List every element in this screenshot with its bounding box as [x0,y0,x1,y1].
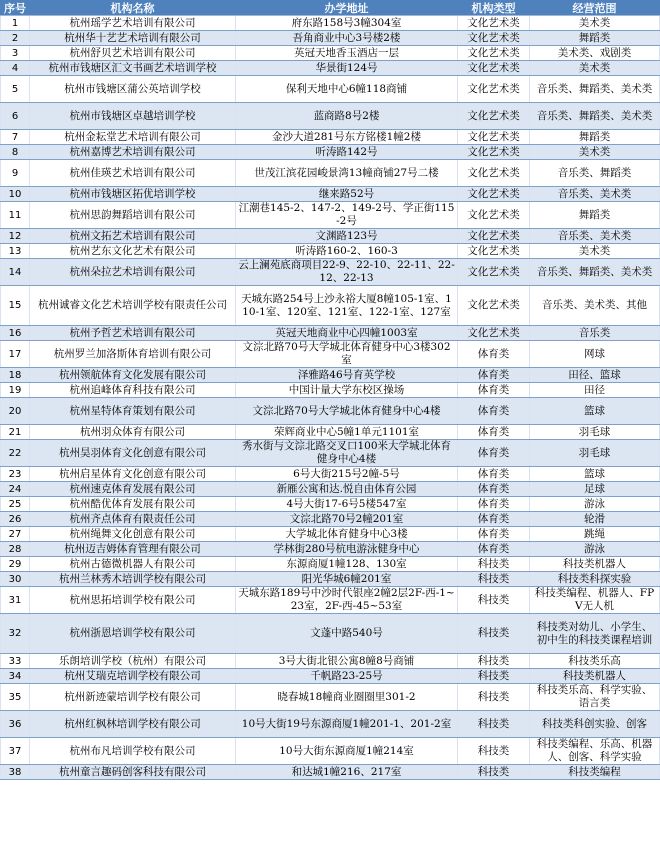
cell-no: 33 [1,654,30,669]
cell-scope: 篮球 [530,467,660,482]
table-row [1,684,660,711]
cell-type: 文化艺术类 [458,76,530,103]
cell-type: 体育类 [458,383,530,398]
cell-no: 12 [1,229,30,244]
cell-scope: 轮滑 [530,512,660,527]
cell-name: 杭州佳瑛艺术培训有限公司 [30,160,236,187]
table-row [1,497,660,512]
cell-name: 杭州羽众体育有限公司 [30,425,236,440]
cell-no: 9 [1,160,30,187]
cell-address: 文渊路123号 [236,229,458,244]
cell-name: 杭州艺东文化艺术有限公司 [30,244,236,259]
cell-address: 听涛路142号 [236,145,458,160]
cell-type: 体育类 [458,440,530,467]
cell-no: 37 [1,738,30,765]
cell-scope: 科技类编程、乐高、机器人、创客、科学实验 [530,738,660,765]
cell-no: 20 [1,398,30,425]
table-row [1,738,660,765]
cell-type: 文化艺术类 [458,145,530,160]
cell-name: 杭州朵拉艺术培训有限公司 [30,259,236,286]
cell-no: 26 [1,512,30,527]
cell-type: 体育类 [458,467,530,482]
cell-type: 体育类 [458,527,530,542]
cell-scope: 跳绳 [530,527,660,542]
cell-address: 千帆路23-25号 [236,669,458,684]
cell-name: 杭州新迹蒙培训学校有限公司 [30,684,236,711]
cell-type: 文化艺术类 [458,103,530,130]
table-row [1,202,660,229]
cell-type: 科技类 [458,654,530,669]
table-row [1,326,660,341]
cell-scope: 美术类 [530,145,660,160]
cell-name: 杭州诚睿文化艺术培训学校有限责任公司 [30,286,236,326]
cell-name: 杭州古德微机器人有限公司 [30,557,236,572]
table-row [1,587,660,614]
cell-type: 科技类 [458,557,530,572]
cell-address: 中国计量大学东校区操场 [236,383,458,398]
cell-no: 17 [1,341,30,368]
cell-no: 11 [1,202,30,229]
cell-no: 22 [1,440,30,467]
cell-name: 杭州迈吉姆体育管理有限公司 [30,542,236,557]
cell-scope: 科技类编程、机器人、FPV无人机 [530,587,660,614]
cell-no: 13 [1,244,30,259]
cell-name: 杭州酷优体育发展有限公司 [30,497,236,512]
cell-scope: 美术类 [530,244,660,259]
cell-address: 新雁公寓和达.悦自由体育公园 [236,482,458,497]
cell-no: 38 [1,765,30,780]
header-type: 机构类型 [458,1,530,16]
cell-scope: 羽毛球 [530,440,660,467]
cell-type: 科技类 [458,587,530,614]
cell-address: 4号大街17-6号5楼547室 [236,497,458,512]
cell-no: 19 [1,383,30,398]
cell-scope: 音乐类、舞蹈类、美术类 [530,103,660,130]
table-row [1,16,660,31]
table-row [1,341,660,368]
cell-address: 文淙北路70号2幢201室 [236,512,458,527]
cell-name: 杭州市钱塘区汇文书画艺术培训学校 [30,61,236,76]
cell-address: 听涛路160-2、160-3 [236,244,458,259]
cell-scope: 美术类、戏剧类 [530,46,660,61]
table-row [1,145,660,160]
cell-no: 15 [1,286,30,326]
table-row [1,440,660,467]
cell-type: 体育类 [458,398,530,425]
cell-type: 文化艺术类 [458,326,530,341]
cell-name: 杭州领航体育文化发展有限公司 [30,368,236,383]
cell-no: 31 [1,587,30,614]
table-row [1,383,660,398]
cell-address: 世茂江滨花园峻景湾13幢商铺27号二楼 [236,160,458,187]
cell-type: 文化艺术类 [458,16,530,31]
cell-name: 杭州星特体育策划有限公司 [30,398,236,425]
header-scope: 经营范围 [530,1,660,16]
cell-name: 杭州艾瑞克培训学校有限公司 [30,669,236,684]
cell-scope: 羽毛球 [530,425,660,440]
cell-name: 杭州童言趣码创客科技有限公司 [30,765,236,780]
cell-no: 32 [1,614,30,654]
cell-type: 科技类 [458,614,530,654]
table-row [1,160,660,187]
table-row [1,61,660,76]
cell-no: 16 [1,326,30,341]
cell-scope: 科技类科创实验、创客 [530,711,660,738]
cell-name: 杭州文拓艺术培训有限公司 [30,229,236,244]
cell-type: 文化艺术类 [458,160,530,187]
cell-address: 阳光华城6幢201室 [236,572,458,587]
cell-address: 江潮巷145-2、147-2、149-2号、学正街115-2号 [236,202,458,229]
cell-address: 天城东路254号上沙永裕大厦8幢105-1室、110-1室、120室、121室、122-1室、127室 [236,286,458,326]
cell-name: 杭州思韵舞蹈培训有限公司 [30,202,236,229]
cell-type: 文化艺术类 [458,61,530,76]
cell-type: 体育类 [458,425,530,440]
cell-scope: 舞蹈类 [530,130,660,145]
cell-scope: 美术类 [530,61,660,76]
cell-scope: 游泳 [530,497,660,512]
cell-scope: 足球 [530,482,660,497]
cell-no: 18 [1,368,30,383]
table-row [1,654,660,669]
cell-scope: 音乐类、美术类 [530,229,660,244]
cell-address: 文淙北路70号大学城北体育健身中心3楼302室 [236,341,458,368]
cell-address: 6号大街215号2幢-5号 [236,467,458,482]
cell-type: 文化艺术类 [458,286,530,326]
table-row [1,187,660,202]
cell-type: 体育类 [458,368,530,383]
cell-scope: 网球 [530,341,660,368]
cell-type: 文化艺术类 [458,187,530,202]
cell-scope: 田径、篮球 [530,368,660,383]
cell-scope: 音乐类、舞蹈类、美术类 [530,259,660,286]
cell-name: 杭州启星体育文化创意有限公司 [30,467,236,482]
cell-no: 2 [1,31,30,46]
cell-no: 21 [1,425,30,440]
cell-name: 杭州齐点体育有限责任公司 [30,512,236,527]
cell-type: 文化艺术类 [458,202,530,229]
cell-no: 1 [1,16,30,31]
cell-name: 杭州浙恩培训学校有限公司 [30,614,236,654]
cell-address: 金沙大道281号东方铭楼1幢2楼 [236,130,458,145]
cell-no: 36 [1,711,30,738]
cell-name: 杭州瑶学艺术培训有限公司 [30,16,236,31]
cell-address: 10号大街东源商厦1幢214室 [236,738,458,765]
cell-no: 35 [1,684,30,711]
cell-type: 科技类 [458,684,530,711]
table-row [1,467,660,482]
header-row [1,1,660,16]
cell-no: 29 [1,557,30,572]
table-row [1,527,660,542]
cell-type: 体育类 [458,497,530,512]
cell-type: 体育类 [458,512,530,527]
table-row [1,482,660,497]
cell-scope: 音乐类、美术类、其他 [530,286,660,326]
cell-scope: 科技类科探实验 [530,572,660,587]
cell-name: 杭州兰林秀木培训学校有限公司 [30,572,236,587]
cell-scope: 科技类对幼儿、小学生、初中生的科技类课程培训 [530,614,660,654]
cell-type: 科技类 [458,765,530,780]
cell-address: 和达城1幢216、217室 [236,765,458,780]
cell-scope: 游泳 [530,542,660,557]
cell-address: 吾角商业中心3号楼2楼 [236,31,458,46]
cell-no: 23 [1,467,30,482]
header-address: 办学地址 [236,1,458,16]
cell-name: 杭州思拓培训学校有限公司 [30,587,236,614]
table-row [1,572,660,587]
cell-scope: 音乐类、舞蹈类 [530,160,660,187]
cell-scope: 篮球 [530,398,660,425]
cell-type: 体育类 [458,482,530,497]
cell-scope: 美术类 [530,16,660,31]
cell-scope: 音乐类、舞蹈类、美术类 [530,76,660,103]
cell-address: 云上澜苑底商项目22-9、22-10、22-11、22-12、22-13 [236,259,458,286]
cell-type: 文化艺术类 [458,229,530,244]
cell-address: 继来路52号 [236,187,458,202]
cell-scope: 科技类编程 [530,765,660,780]
table-row [1,244,660,259]
cell-no: 10 [1,187,30,202]
cell-no: 24 [1,482,30,497]
cell-type: 文化艺术类 [458,31,530,46]
cell-name: 杭州华十艺艺术培训有限公司 [30,31,236,46]
cell-no: 8 [1,145,30,160]
cell-address: 英冠天地香玉酒店一层 [236,46,458,61]
table-row [1,425,660,440]
table-row [1,103,660,130]
cell-name: 杭州罗兰加洛斯体育培训有限公司 [30,341,236,368]
table-row [1,31,660,46]
cell-name: 杭州布凡培训学校有限公司 [30,738,236,765]
cell-address: 学林街280号杭电游泳健身中心 [236,542,458,557]
cell-name: 杭州舒贝艺术培训有限公司 [30,46,236,61]
table-row [1,229,660,244]
cell-type: 文化艺术类 [458,130,530,145]
cell-address: 3号大街北银公寓8幢8号商铺 [236,654,458,669]
table-row [1,130,660,145]
cell-name: 杭州追峰体育科技有限公司 [30,383,236,398]
table-row [1,46,660,61]
cell-address: 秀水街与文淙北路交叉口100米大学城北体育健身中心4楼 [236,440,458,467]
cell-type: 文化艺术类 [458,259,530,286]
cell-name: 杭州市钱塘区拓优培训学校 [30,187,236,202]
cell-scope: 音乐类、美术类 [530,187,660,202]
cell-address: 蓝商路8号2楼 [236,103,458,130]
cell-address: 文淙北路70号大学城北体育健身中心4楼 [236,398,458,425]
table-row [1,711,660,738]
cell-scope: 科技类乐高、科学实验、语言类 [530,684,660,711]
cell-name: 杭州市钱塘区蒲公英培训学校 [30,76,236,103]
cell-name: 杭州昊羽体育文化创意有限公司 [30,440,236,467]
table-row [1,765,660,780]
cell-address: 大学城北体育健身中心3楼 [236,527,458,542]
cell-no: 14 [1,259,30,286]
cell-address: 英冠天地商业中心四幢1003室 [236,326,458,341]
cell-no: 6 [1,103,30,130]
cell-scope: 科技类乐高 [530,654,660,669]
header-index: 序号 [1,1,30,16]
cell-name: 杭州绳舞文化创意有限公司 [30,527,236,542]
cell-address: 华景街124号 [236,61,458,76]
cell-no: 4 [1,61,30,76]
cell-type: 科技类 [458,572,530,587]
cell-name: 杭州速克体育发展有限公司 [30,482,236,497]
cell-scope: 科技类机器人 [530,669,660,684]
cell-no: 34 [1,669,30,684]
cell-type: 体育类 [458,341,530,368]
cell-type: 体育类 [458,542,530,557]
cell-no: 7 [1,130,30,145]
cell-name: 杭州红枫林培训学校有限公司 [30,711,236,738]
cell-address: 文蓬中路540号 [236,614,458,654]
header-name: 机构名称 [30,1,236,16]
cell-name: 杭州嘉博艺术培训有限公司 [30,145,236,160]
cell-name: 杭州市钱塘区卓越培训学校 [30,103,236,130]
cell-scope: 科技类机器人 [530,557,660,572]
table-row [1,669,660,684]
cell-no: 27 [1,527,30,542]
table-row [1,259,660,286]
cell-type: 科技类 [458,738,530,765]
cell-address: 天城东路189号中沙时代银座2幢2层2F-西-1~23室，2F-西-45~53室 [236,587,458,614]
table-row [1,542,660,557]
cell-address: 泽雅路46号育英学校 [236,368,458,383]
cell-scope: 舞蹈类 [530,31,660,46]
table-row [1,286,660,326]
cell-no: 30 [1,572,30,587]
cell-address: 保利天地中心6幢118商铺 [236,76,458,103]
cell-name: 杭州金耘堂艺术培训有限公司 [30,130,236,145]
cell-type: 文化艺术类 [458,244,530,259]
table-row [1,614,660,654]
table-row [1,557,660,572]
table-row [1,76,660,103]
cell-name: 杭州予哲艺术培训有限公司 [30,326,236,341]
cell-address: 晓春城18幢商业圈圈里301-2 [236,684,458,711]
cell-no: 3 [1,46,30,61]
cell-type: 科技类 [458,711,530,738]
cell-no: 5 [1,76,30,103]
table-row [1,368,660,383]
table-row [1,398,660,425]
table-row [1,512,660,527]
cell-address: 10号大街19号东源商厦1幢201-1、201-2室 [236,711,458,738]
cell-no: 25 [1,497,30,512]
cell-name: 乐朗培训学校（杭州）有限公司 [30,654,236,669]
cell-type: 科技类 [458,669,530,684]
cell-scope: 音乐类 [530,326,660,341]
cell-scope: 田径 [530,383,660,398]
cell-address: 荣辉商业中心5幢1单元1101室 [236,425,458,440]
cell-address: 东源商厦1幢128、130室 [236,557,458,572]
cell-type: 文化艺术类 [458,46,530,61]
cell-address: 府东路158号3幢304室 [236,16,458,31]
cell-no: 28 [1,542,30,557]
cell-scope: 舞蹈类 [530,202,660,229]
